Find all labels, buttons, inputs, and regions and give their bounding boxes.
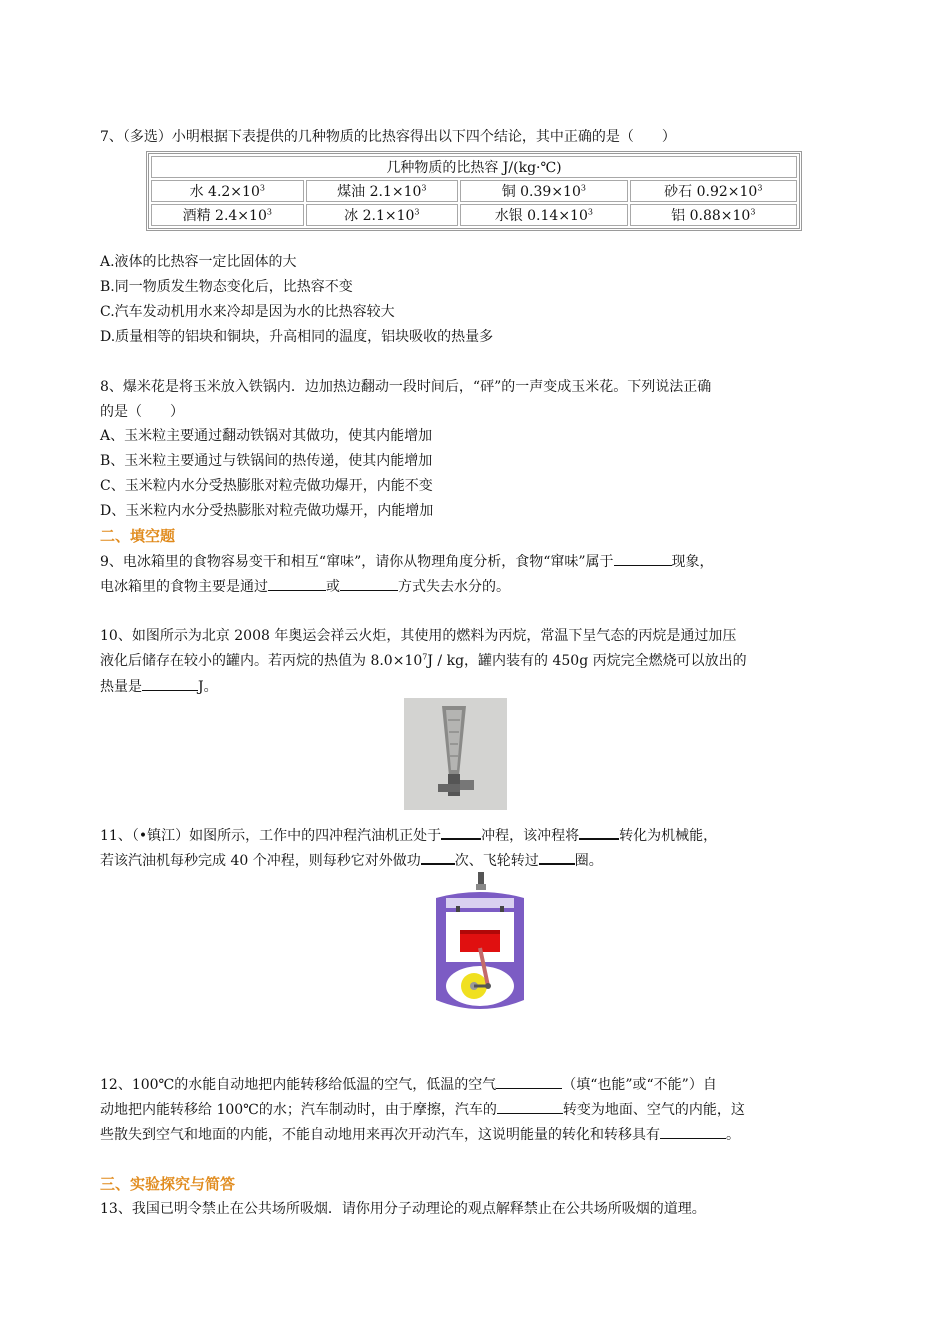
q10-line2: 液化后储存在较小的罐内。若丙烷的热值为 $8.0\times 10^7J$ / kg，罐内装有的 450g 丙烷完全燃烧可以放出的 bbox=[100, 652, 747, 669]
answer-blank[interactable] bbox=[660, 1124, 726, 1139]
table-caption: 几种物质的比热容 J/(kg·℃) bbox=[151, 156, 797, 178]
olympic-torch-image bbox=[404, 698, 507, 810]
q9-line1: 9、电冰箱里的食物容易变干和相互“窜味”，请你从物理角度分析，食物“窜味”属于 现象， bbox=[100, 551, 714, 572]
answer-blank[interactable] bbox=[441, 824, 481, 840]
q8-option-b: B、玉米粒主要通过与铁锅间的热传递，使其内能增加 bbox=[100, 453, 433, 469]
q11-line2: 若该汽油机每秒完成 40 个冲程，则每秒它对外做功 次、飞轮转过 圈。 bbox=[100, 849, 603, 871]
answer-blank[interactable] bbox=[614, 551, 672, 566]
answer-blank[interactable] bbox=[579, 824, 619, 840]
q8-option-c: C、玉米粒内水分受热膨胀对粒壳做功爆开，内能不变 bbox=[100, 478, 433, 494]
q7-option-c: C.汽车发动机用水来冷却是因为水的比热容较大 bbox=[100, 304, 395, 320]
q7-option-a: A.液体的比热容一定比固体的大 bbox=[100, 254, 297, 270]
table-cell: 煤油 $2.1\times 10^3$ bbox=[306, 180, 459, 202]
q7-stem: 7、（多选）小明根据下表提供的几种物质的比热容得出以下四个结论，其中正确的是（ ） bbox=[100, 129, 676, 145]
q13-stem: 13、我国已明令禁止在公共场所吸烟．请你用分子动理论的观点解释禁止在公共场所吸烟的道理。 bbox=[100, 1201, 706, 1217]
q8-option-d: D、玉米粒内水分受热膨胀对粒壳做功爆开，内能增加 bbox=[100, 503, 434, 519]
q10-line3: 热量是 J。 bbox=[100, 676, 218, 697]
q10-line1: 10、如图所示为北京 2008 年奥运会祥云火炬，其使用的燃料为丙烷，常温下呈气态的丙烷是通过加压 bbox=[100, 628, 737, 644]
q8-stem-line2: 的是（ ） bbox=[100, 404, 184, 420]
table-cell: 铜 $0.39\times 10^3$ bbox=[460, 180, 627, 202]
q12-line3: 些散失到空气和地面的内能，不能自动地用来再次开动汽车，这说明能量的转化和转移具有 。 bbox=[100, 1124, 740, 1145]
answer-blank[interactable] bbox=[268, 576, 326, 591]
q8-stem-line1: 8、爆米花是将玉米放入铁锅内．边加热边翻动一段时间后，“砰”的一声变成玉米花。下列说法正确 bbox=[100, 379, 712, 395]
q9-line2: 电冰箱里的食物主要是通过 或 方式失去水分的。 bbox=[100, 576, 510, 597]
table-cell: 水银 $0.14\times 10^3$ bbox=[460, 204, 627, 226]
four-stroke-engine-diagram bbox=[430, 868, 530, 1018]
answer-blank[interactable] bbox=[539, 849, 575, 865]
table-cell: 铝 $0.88\times 10^3$ bbox=[630, 204, 797, 226]
answer-blank[interactable] bbox=[142, 676, 198, 691]
answer-blank[interactable] bbox=[421, 849, 455, 865]
table-cell: 冰 $2.1\times 10^3$ bbox=[306, 204, 459, 226]
table-row bbox=[151, 180, 797, 202]
q12-line1: 12、100℃的水能自动地把内能转移给低温的空气，低温的空气 （填“也能”或“不能”）自 bbox=[100, 1074, 717, 1095]
table-cell: 砂石 $0.92\times 10^3$ bbox=[630, 180, 797, 202]
answer-blank[interactable] bbox=[497, 1099, 563, 1114]
table-cell: 酒精 $2.4\times 10^3$ bbox=[151, 204, 304, 226]
q11-line1: 11、（•镇江）如图所示，工作中的四冲程汽油机正处于 冲程，该冲程将 转化为机械能， bbox=[100, 824, 717, 846]
section-heading-experiment: 三、实验探究与简答 bbox=[100, 1175, 236, 1193]
specific-heat-table bbox=[146, 151, 802, 231]
table-row bbox=[151, 204, 797, 226]
answer-blank[interactable] bbox=[496, 1074, 562, 1089]
answer-blank[interactable] bbox=[340, 576, 398, 591]
table-cell: 水 $4.2\times 10^3$ bbox=[151, 180, 304, 202]
q7-option-d: D.质量相等的铝块和铜块，升高相同的温度，铝块吸收的热量多 bbox=[100, 329, 494, 345]
q12-line2: 动地把内能转移给 100℃的水；汽车制动时，由于摩擦，汽车的 转变为地面、空气的内能，这 bbox=[100, 1099, 745, 1120]
q8-option-a: A、玉米粒主要通过翻动铁锅对其做功，使其内能增加 bbox=[100, 428, 433, 444]
q7-option-b: B.同一物质发生物态变化后，比热容不变 bbox=[100, 279, 353, 295]
section-heading-fill-in: 二、填空题 bbox=[100, 527, 176, 545]
